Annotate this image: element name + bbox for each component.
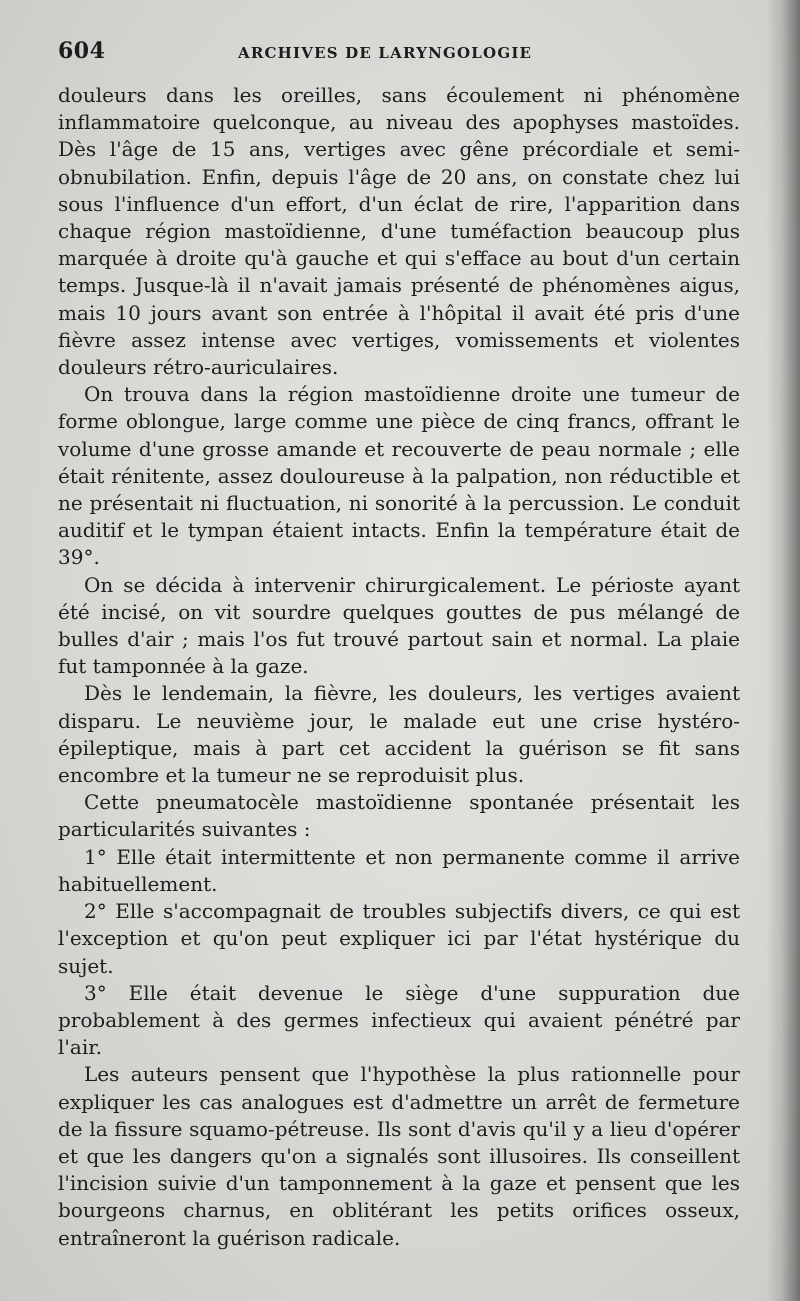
paragraph-case-history: douleurs dans les oreilles, sans écoulement ni phénomène inflammatoire quelconque, au niveau des apophyses mastoïdes. Dès l'âge de 15 ans, vertiges avec gêne précordiale et semi-obnubilation. Enfin, depuis l'âge de 20 ans, on constate chez lui sous l'influence d'un effort, d'un éclat de rire, l'apparition dans chaque région mastoïdienne, d'une tuméfaction beaucoup plus marquée à droite qu'à gauche et qui s'efface au bout d'un certain temps. Jusque-là il n'avait jamais présenté de phénomènes aigus, mais 10 jours avant son entrée à l'hôpital il avait été pris d'une fièvre assez intense avec vertiges, vomissements et violentes douleurs rétro-auriculaires. [58, 83, 740, 380]
page-number: 604 [58, 38, 106, 64]
paragraph-particularities-intro: Cette pneumatocèle mastoïdienne spontanée présentait les particularités suivantes : [58, 790, 740, 842]
paragraph-conclusion: Les auteurs pensent que l'hypothèse la plus rationnelle pour expliquer les cas analogues est d'admettre un arrêt de fermeture de la fissure squamo-pétreuse. Ils sont d'avis qu'il y a lieu d'opérer et que les dangers qu'on a signalés sont illusoires. Ils conseillent l'incision suivie d'un tamponnement à la gaze et pensent que les bourgeons charnus, en oblitérant les petits orifices osseux, entraîneront la guérison radicale. [58, 1062, 740, 1250]
paragraph-recovery: Dès le lendemain, la fièvre, les douleurs, les vertiges avaient disparu. Le neuvième jour, le malade eut une crise hystéro-épileptique, mais à part cet accident la guérison se fit sans encombre et la tumeur ne se reproduisit plus. [58, 681, 740, 788]
page-spine-shadow [766, 0, 800, 1301]
body-text [58, 82, 740, 1252]
list-item-3: 3° Elle était devenue le siège d'une suppuration due probablement à des germes infectieux qui avaient pénétré par l'air. [58, 980, 740, 1060]
list-item-1: 1° Elle était intermittente et non permanente comme il arrive habituellement. [58, 844, 740, 896]
paragraph-surgery: On se décida à intervenir chirurgicalement. Le périoste ayant été incisé, on vit sourdre quelques gouttes de pus mélangé de bulles d'air ; mais l'os fut trouvé partout sain et normal. La plaie fut tamponnée à la gaze. [58, 572, 740, 679]
list-item-2: 2° Elle s'accompagnait de troubles subjectifs divers, ce qui est l'exception et qu'on peut expliquer ici par l'état hystérique du sujet. [58, 899, 740, 978]
journal-title: ARCHIVES DE LARYNGOLOGIE [238, 44, 533, 62]
paragraph-examination: On trouva dans la région mastoïdienne droite une tumeur de forme oblongue, large comme une pièce de cinq francs, offrant le volume d'une grosse amande et recouverte de peau normale ; elle était rénitente, assez douloureuse à la palpation, non réductible et ne présentait ni fluctuation, ni sonorité à la percussion. Le conduit auditif et le tympan étaient intacts. Enfin la température était de 39°. [58, 382, 740, 570]
running-head [58, 38, 740, 70]
